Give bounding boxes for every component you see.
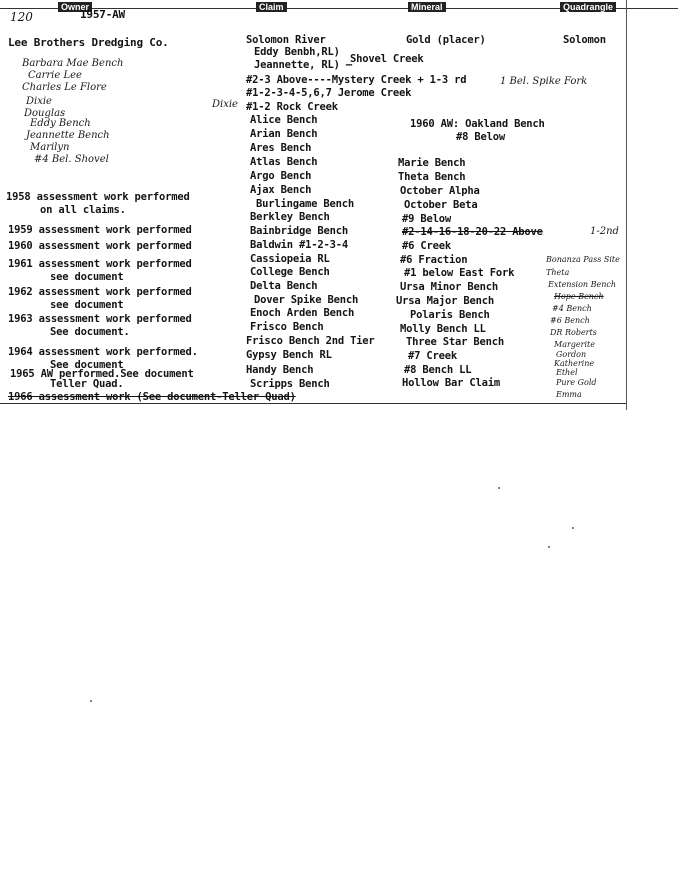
margin-note: Gordon xyxy=(556,350,587,359)
owner-name: Lee Brothers Dredging Co. xyxy=(8,36,169,49)
claim-entry: Enoch Arden Bench xyxy=(250,307,355,319)
claim-entry: Dover Spike Bench xyxy=(254,294,359,306)
claim-entry: Delta Bench xyxy=(250,280,318,292)
claim-entry: Theta Bench xyxy=(398,171,466,183)
assessment-line: 1958 assessment work performed xyxy=(6,191,190,203)
claim-entry: College Bench xyxy=(250,266,330,278)
claim-entry: Arian Bench xyxy=(250,128,318,140)
assessment-line: see document xyxy=(50,299,124,311)
claim-entry: Ajax Bench xyxy=(250,184,312,196)
claim-entry: #1-2 Rock Creek xyxy=(246,101,338,113)
margin-note: #4 Bench xyxy=(552,304,592,313)
claim-entry: #1 below East Fork xyxy=(404,267,515,279)
claim-entry: Eddy Benbh,RL) xyxy=(254,46,340,58)
assessment-line: on all claims. xyxy=(40,204,126,216)
claim-entry: Baldwin #1-2-3-4 xyxy=(250,239,348,251)
claim-entry: October Alpha xyxy=(400,185,480,197)
claim-entry: #2-14-16-18-20-22 Above xyxy=(402,226,543,238)
assessment-line: 1962 assessment work performed xyxy=(8,286,192,298)
card-edge xyxy=(626,0,627,410)
claim-entry: Gypsy Bench RL xyxy=(246,349,332,361)
claim-entry: Bainbridge Bench xyxy=(250,225,348,237)
claim-entry: Alice Bench xyxy=(250,114,318,126)
margin-note: Theta xyxy=(546,268,570,277)
handwritten-owner: Barbara Mae Bench xyxy=(22,58,124,69)
claim-entry: #6 Creek xyxy=(402,240,451,252)
claim-entry: #2-3 Above----Mystery Creek + 1-3 rd xyxy=(246,74,467,86)
handwritten-owner: Douglas xyxy=(24,108,66,119)
scan-speck xyxy=(90,700,92,702)
assessment-line: See document xyxy=(50,359,124,371)
margin-note: Bonanza Pass Site xyxy=(546,255,620,264)
card-number: 120 xyxy=(10,10,33,24)
handwritten-owner: Charles Le Flore xyxy=(22,82,107,93)
mineral: Gold (placer) xyxy=(406,34,486,46)
claim-entry: Ursa Major Bench xyxy=(396,295,494,307)
margin-note: Ethel xyxy=(556,368,578,377)
margin-note: #6 Bench xyxy=(550,316,590,325)
shovel-creek-label: Shovel Creek xyxy=(350,53,424,65)
claim-entry: Jeannette, RL) — xyxy=(254,59,352,71)
claim-entry: Atlas Bench xyxy=(250,156,318,168)
handwritten-owner: Dixie xyxy=(26,96,52,107)
claim-entry: October Beta xyxy=(404,199,478,211)
claim-entry: Cassiopeia RL xyxy=(250,253,330,265)
claim-entry: #9 Below xyxy=(402,213,451,225)
scan-speck xyxy=(548,546,550,548)
claim-entry: Scripps Bench xyxy=(250,378,330,390)
assessment-line: 1966 assessment work (See document-Teller Quad) xyxy=(8,391,296,403)
claim-entry: Frisco Bench 2nd Tier xyxy=(246,335,375,347)
claim-entry: Marie Bench xyxy=(398,157,466,169)
claim-entry: Frisco Bench xyxy=(250,321,324,333)
claim-entry: 1960 AW: Oakland Bench xyxy=(410,118,545,130)
claim-entry: #7 Creek xyxy=(408,350,457,362)
record-card xyxy=(0,0,678,420)
handwritten-owner: Eddy Bench xyxy=(30,118,91,129)
handwritten-owner: #4 Bel. Shovel xyxy=(34,154,109,165)
assessment-line: see document xyxy=(50,271,124,283)
margin-note: Katherine xyxy=(554,359,595,368)
claim-entry: #8 Below xyxy=(456,131,505,143)
spike-fork-note: 1 Bel. Spike Fork xyxy=(500,76,588,87)
assessment-line: See document. xyxy=(50,326,130,338)
assessment-line: 1963 assessment work performed xyxy=(8,313,192,325)
assessment-line: 1960 assessment work performed xyxy=(8,240,192,252)
claim-entry: Berkley Bench xyxy=(250,211,330,223)
claim-entry: #6 Fraction xyxy=(400,254,468,266)
claim-entry: Burlingame Bench xyxy=(256,198,354,210)
margin-note: DR Roberts xyxy=(550,328,597,337)
claim-header: Claim xyxy=(256,2,287,12)
claim-entry: Argo Bench xyxy=(250,170,312,182)
mineral-header: Mineral xyxy=(408,2,446,12)
card-bottom-rule xyxy=(0,403,626,404)
claim-entry: Polaris Bench xyxy=(410,309,490,321)
claim-entry: Ares Bench xyxy=(250,142,312,154)
owner-header: Owner xyxy=(58,2,92,12)
claim-entry: #1-2-3-4-5,6,7 Jerome Creek xyxy=(246,87,412,99)
assessment-line: 1965 AW performed.See document xyxy=(10,368,194,380)
assessment-line: Teller Quad. xyxy=(50,378,124,390)
claim-entry: Molly Bench LL xyxy=(400,323,486,335)
claim-entry: Handy Bench xyxy=(246,364,314,376)
handwritten-owner: Carrie Lee xyxy=(28,70,82,81)
location: Solomon River xyxy=(246,34,326,46)
scan-speck xyxy=(498,487,500,489)
quadrangle-header: Quadrangle xyxy=(560,2,616,12)
margin-note: Hope Bench xyxy=(554,292,604,301)
claim-entry: Three Star Bench xyxy=(406,336,504,348)
col2-note: 1-2nd xyxy=(590,226,619,237)
quadrangle: Solomon xyxy=(563,34,606,46)
handwritten-owner: Marilyn xyxy=(30,142,70,153)
assessment-line: 1964 assessment work performed. xyxy=(8,346,198,358)
margin-note: Emma xyxy=(556,390,582,399)
margin-note: Margerite xyxy=(554,340,595,349)
claim-entry: Hollow Bar Claim xyxy=(402,377,500,389)
dixie-note: Dixie xyxy=(212,99,238,110)
handwritten-owner: Jeannette Bench xyxy=(26,130,110,141)
record-year: 1957-AW xyxy=(80,8,125,21)
margin-note: Pure Gold xyxy=(556,378,597,387)
assessment-line: 1959 assessment work performed xyxy=(8,224,192,236)
claim-entry: #8 Bench LL xyxy=(404,364,472,376)
assessment-line: 1961 assessment work performed xyxy=(8,258,192,270)
scan-speck xyxy=(572,527,574,529)
margin-note: Extension Bench xyxy=(548,280,617,289)
claim-entry: Ursa Minor Bench xyxy=(400,281,498,293)
